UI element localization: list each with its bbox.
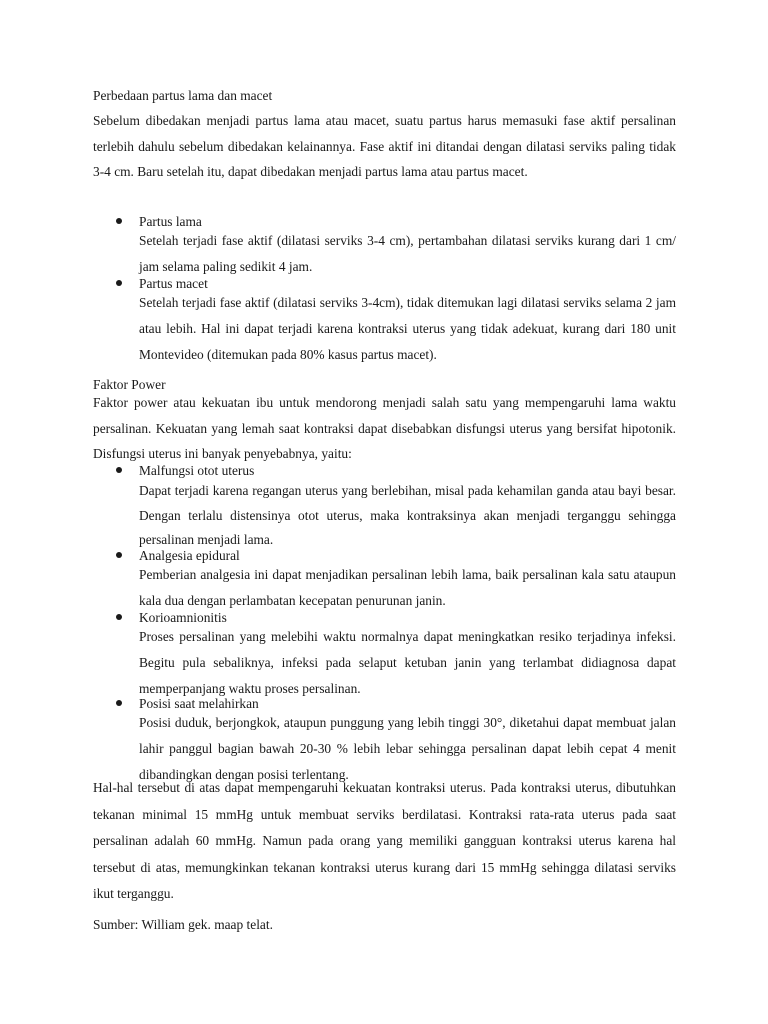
list-item-partus-macet [139, 276, 676, 368]
list-item-title: Partus macet [139, 276, 208, 291]
list-item-body: Setelah terjadi fase aktif (dilatasi serviks 3-4cm), tidak ditemukan lagi dilatasi serviks selama 2 jam atau lebih. Hal ini dapat terjadi karena kontraksi uterus yang tidak adekuat, kurang dari 180 unit Montevideo (ditemukan pada 80% kasus partus macet). [139, 295, 676, 362]
page-title: Perbedaan partus lama dan macet [93, 88, 273, 103]
bullet-icon [116, 552, 122, 558]
closing-paragraph: Hal-hal tersebut di atas dapat mempengaruhi kekuatan kontraksi uterus. Pada kontraksi uterus, dibutuhkan tekanan minimal 15 mmHg untuk membuat serviks berdilatasi. Kontraksi rata-rata uterus pada saat persalinan adalah 60 mmHg. Namun pada orang yang memiliki gangguan kontraksi uterus karena hal tersebut di atas, memungkinkan tekanan kontraksi uterus kurang dari 15 mmHg sehingga dilatasi serviks ikut terganggu. [93, 780, 676, 901]
bullet-icon [116, 280, 122, 286]
bullet-icon [116, 218, 122, 224]
list-item-analgesia [139, 548, 676, 614]
faktor-intro-paragraph: Faktor power atau kekuatan ibu untuk mendorong menjadi salah satu yang mempengaruhi lama waktu persalinan. Kekuatan yang lemah saat kontraksi dapat disebabkan disfungsi uterus yang bersifat hipotonik. Disfungsi uterus ini banyak penyebabnya, yaitu: [93, 395, 676, 461]
list-item-title: Analgesia epidural [139, 548, 240, 563]
list-item-body: Setelah terjadi fase aktif (dilatasi serviks 3-4 cm), pertambahan dilatasi serviks kurang dari 1 cm/ jam selama paling sedikit 4 jam. [139, 233, 676, 274]
list-item-title: Korioamnionitis [139, 610, 227, 625]
list-item-body: Posisi duduk, berjongkok, ataupun punggung yang lebih tinggi 30°, diketahui dapat membuat jalan lahir panggul bagian bawah 20-30 % lebih lebar sehingga persalinan dapat lebih cepat 4 menit dibandingkan dengan posisi terlentang. [139, 715, 676, 782]
bullet-icon [116, 700, 122, 706]
list-item-korioamnionitis [139, 610, 676, 702]
list-item-body: Dapat terjadi karena regangan uterus yang berlebihan, misal pada kehamilan ganda atau bayi besar. Dengan terlalu distensinya otot uterus, maka kontraksinya akan menjadi terganggu sehingga persalinan menjadi lama. [139, 483, 676, 547]
list-item-title: Partus lama [139, 214, 202, 229]
list-item-partus-lama [139, 214, 676, 280]
intro-paragraph: Sebelum dibedakan menjadi partus lama atau macet, suatu partus harus memasuki fase aktif persalinan terlebih dahulu sebelum dibedakan kelainannya. Fase aktif ini ditandai dengan dilatasi serviks paling tidak 3-4 cm. Baru setelah itu, dapat dibedakan menjadi partus lama atau partus macet. [93, 113, 676, 179]
list-item-malfungsi [139, 463, 676, 553]
source-line: Sumber: William gek. maap telat. [93, 917, 273, 932]
list-item-body: Pemberian analgesia ini dapat menjadikan persalinan lebih lama, baik persalinan kala satu ataupun kala dua dengan perlambatan kecepatan penurunan janin. [139, 567, 676, 608]
bullet-icon [116, 614, 122, 620]
section-heading-faktor-power: Faktor Power [93, 377, 166, 392]
list-item-body: Proses persalinan yang melebihi waktu normalnya dapat meningkatkan resiko terjadinya infeksi. Begitu pula sebaliknya, infeksi pada selaput ketuban janin yang terlambat didiagnosa dapat memperpanjang waktu proses persalinan. [139, 629, 676, 696]
list-item-title: Malfungsi otot uterus [139, 463, 255, 478]
list-item-title: Posisi saat melahirkan [139, 696, 259, 711]
bullet-icon [116, 467, 122, 473]
